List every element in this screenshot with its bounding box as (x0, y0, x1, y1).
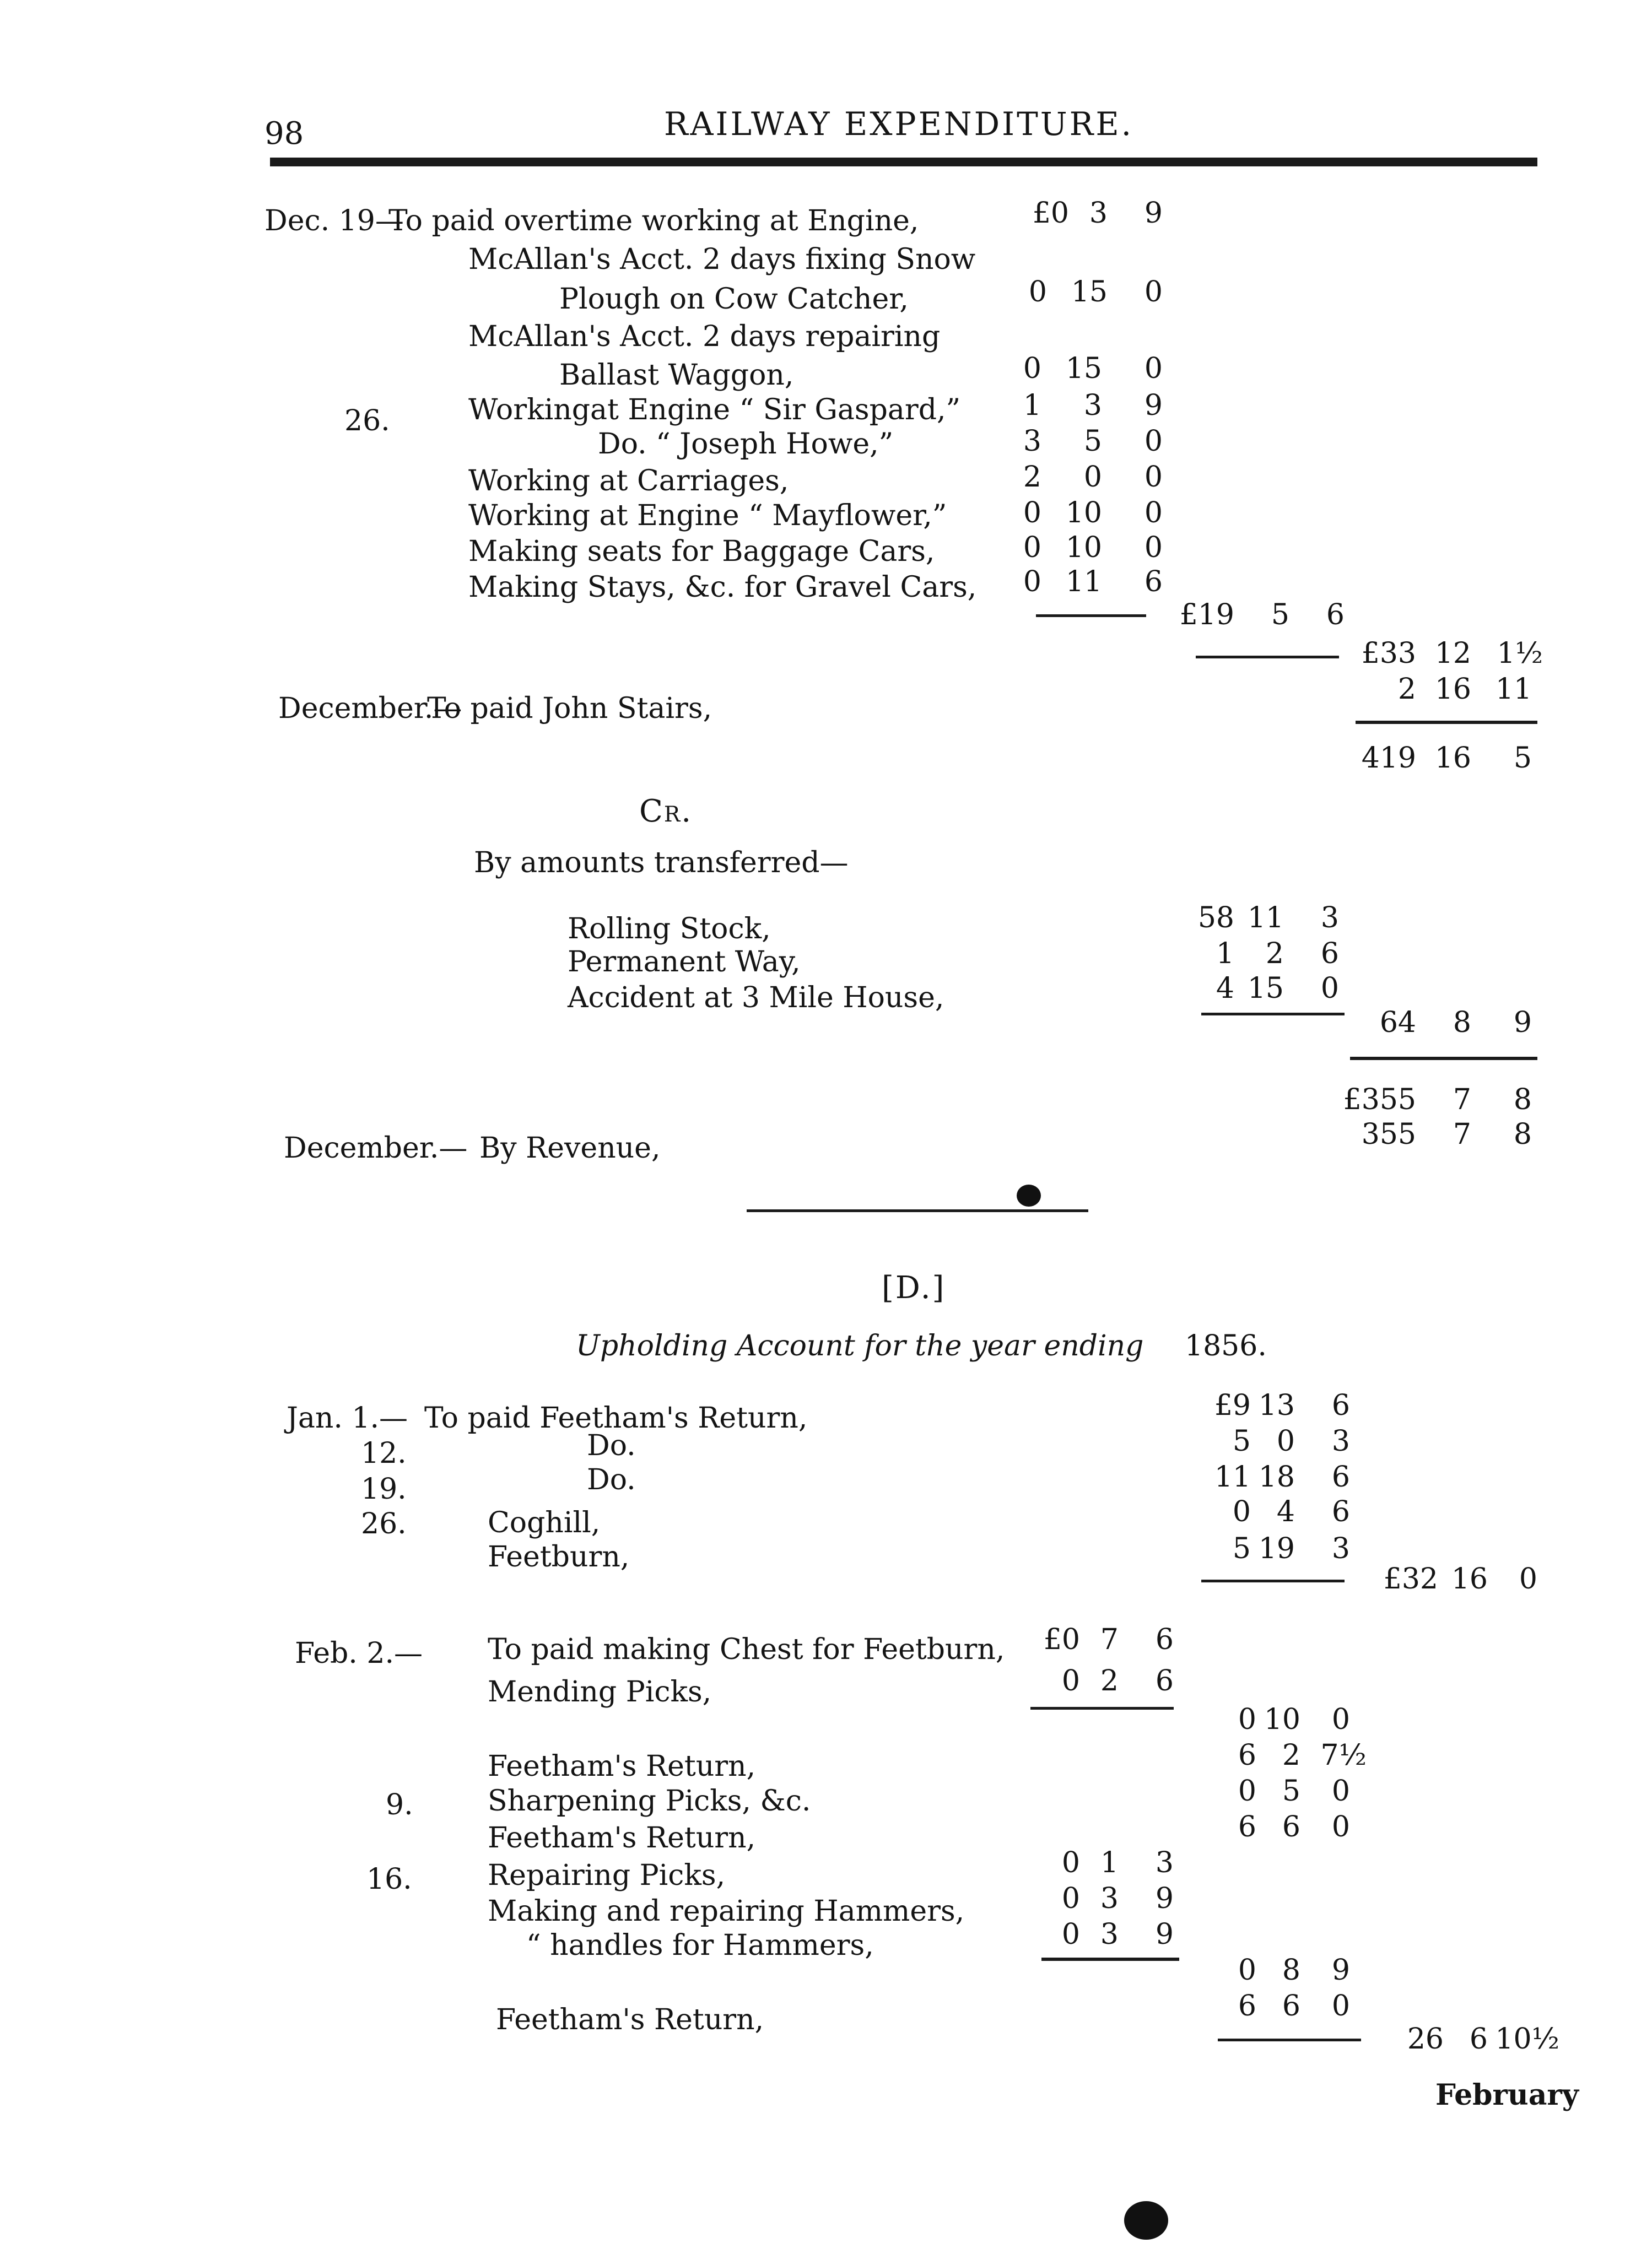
amount-shillings: 13 (1258, 1389, 1295, 1422)
entry-text: Making and repairing Hammers, (488, 1895, 965, 1928)
feb-total-pounds: 26 (1407, 2023, 1444, 2056)
entry-text: To paid making Chest for Feetburn, (488, 1633, 1005, 1666)
amount-shillings: 6 (1282, 1810, 1300, 1844)
amount-pence: 9 (1331, 1954, 1350, 1987)
sum-rule (1201, 1580, 1345, 1582)
entry-text: Working at Carriages, (468, 464, 789, 498)
amount-pence: 8 (1513, 1118, 1532, 1151)
amount-pounds: 11 (1214, 1461, 1251, 1494)
total-pence: 5 (1513, 742, 1532, 775)
amount-shillings: 6 (1282, 1990, 1300, 2023)
feb-total-shillings: 6 (1469, 2023, 1488, 2056)
amount-shillings: 19 (1258, 1532, 1295, 1565)
amount-shillings: 4 (1276, 1495, 1295, 1528)
amount-shillings: 16 (1434, 673, 1471, 706)
entry-text: Repairing Picks, (488, 1859, 726, 1892)
amount-pence: 9 (1155, 1918, 1174, 1951)
entry-text: Coghill, (488, 1506, 601, 1539)
amount-shillings: 2 (1282, 1739, 1300, 1772)
sum-rule (1036, 614, 1146, 617)
cr-heading: Cr. (639, 793, 693, 829)
amount-pence: 3 (1155, 1846, 1174, 1879)
entry-date: 26. (344, 404, 390, 437)
cr-item-text: Rolling Stock, (568, 912, 771, 945)
amount-shillings: 0 (1083, 461, 1102, 494)
amount-pounds: 0 (1023, 496, 1041, 529)
amount-pence: 0 (1331, 1990, 1350, 2023)
entry-text: Do. “ Joseph Howe,” (598, 428, 894, 461)
ink-blot (1124, 2201, 1168, 2240)
sum-rule (1030, 1707, 1174, 1710)
amount-pence: 9 (1144, 389, 1163, 422)
amount-shillings: 18 (1258, 1461, 1295, 1494)
entry-text: By Revenue, (479, 1132, 661, 1165)
amount-pounds: 0 (1238, 1775, 1256, 1808)
amount-pounds: 58 (1197, 901, 1234, 934)
amount-shillings: 10 (1065, 496, 1102, 529)
amount-pence: 9 (1155, 1882, 1174, 1915)
amount-pence: 0 (1144, 461, 1163, 494)
account-title: Upholding Account for the year ending (576, 1329, 1144, 1363)
amount-shillings: 1 (1100, 1846, 1119, 1879)
entry-date: 26. (361, 1507, 407, 1541)
sum-rule (1356, 721, 1537, 724)
entry-text: Making seats for Baggage Cars, (468, 535, 935, 568)
entry-date: 19. (361, 1473, 407, 1506)
amount-pounds: 0 (1023, 565, 1041, 598)
entry-date: 16. (366, 1863, 412, 1896)
sum-rule (1218, 2039, 1361, 2041)
entry-text: “ handles for Hammers, (526, 1929, 874, 1962)
entry-text: Feetham's Return, (488, 1750, 756, 1783)
amount-shillings: 8 (1282, 1954, 1300, 1987)
entry-text: Making Stays, &c. for Gravel Cars, (468, 571, 977, 604)
amount-pence: 0 (1331, 1703, 1350, 1736)
amount-pounds: 355 (1361, 1118, 1416, 1151)
amount-pounds: £9 (1214, 1389, 1251, 1422)
entry-text: McAllan's Acct. 2 days fixing Snow (468, 243, 976, 276)
entry-date: Feb. 2.— (295, 1637, 423, 1670)
amount-shillings: 15 (1065, 352, 1102, 385)
amount-pence: 0 (1144, 352, 1163, 385)
transferred-pounds: 64 (1379, 1006, 1416, 1039)
amount-pence: 3 (1320, 901, 1339, 934)
transferred-shillings: 8 (1453, 1006, 1471, 1039)
carried-pounds: £33 (1361, 637, 1416, 670)
transferred-pence: 9 (1513, 1006, 1532, 1039)
entry-text: To paid overtime working at Engine, (388, 204, 919, 237)
amount-pounds: 6 (1238, 1990, 1256, 2023)
amount-pence: 3 (1331, 1532, 1350, 1565)
section-divider (747, 1209, 1088, 1212)
amount-pence: 0 (1144, 275, 1163, 309)
amount-shillings: 11 (1065, 565, 1102, 598)
entry-text: Mending Picks, (488, 1676, 712, 1709)
entry-text: Do. (587, 1429, 636, 1462)
amount-pounds: 0 (1023, 352, 1041, 385)
entry-text: Plough on Cow Catcher, (559, 283, 909, 316)
amount-shillings: 7 (1100, 1623, 1119, 1656)
catchword: February (1435, 2078, 1579, 2112)
entry-text: To paid John Stairs, (427, 692, 712, 725)
amount-shillings: 7 (1453, 1118, 1471, 1151)
amount-pounds: 0 (1238, 1703, 1256, 1736)
entry-text: Feetham's Return, (496, 2003, 764, 2036)
net-shillings: 7 (1453, 1083, 1471, 1116)
running-title: RAILWAY EXPENDITURE. (664, 105, 1134, 143)
amount-pence: 7½ (1320, 1739, 1367, 1772)
amount-pounds: 0 (1061, 1664, 1080, 1698)
entry-text: Sharpening Picks, &c. (488, 1785, 811, 1818)
amount-pounds: 4 (1216, 972, 1234, 1005)
amount-pence: 6 (1331, 1389, 1350, 1422)
entry-text: To paid Feetham's Return, (424, 1402, 808, 1435)
amount-pounds: 3 (1023, 425, 1041, 458)
subtotal-pounds: £19 (1179, 598, 1234, 631)
amount-pence: 6 (1155, 1664, 1174, 1698)
amount-pence: 6 (1144, 565, 1163, 598)
amount-pence: 0 (1144, 496, 1163, 529)
amount-pounds: 0 (1061, 1846, 1080, 1879)
amount-pence: 6 (1155, 1623, 1174, 1656)
entry-text: Feetburn, (488, 1541, 630, 1574)
section-label: [D.] (882, 1270, 946, 1306)
amount-pounds: 6 (1238, 1810, 1256, 1844)
amount-pence: 6 (1331, 1495, 1350, 1528)
page-number: 98 (264, 116, 304, 152)
subtotal-shillings: 5 (1271, 598, 1289, 631)
sum-rule (1350, 1057, 1537, 1060)
ink-blot (1017, 1185, 1041, 1207)
entry-text: Do. (587, 1463, 636, 1496)
entry-text: McAllan's Acct. 2 days repairing (468, 320, 941, 353)
amount-pence: 9 (1144, 197, 1163, 230)
jan-total-shillings: 16 (1451, 1563, 1488, 1596)
amount-shillings: 5 (1083, 425, 1102, 458)
total-pounds: 419 (1361, 742, 1416, 775)
entry-text: Feetham's Return, (488, 1822, 756, 1855)
subtotal-pence: 6 (1326, 598, 1345, 631)
amount-pounds: 5 (1232, 1425, 1251, 1458)
amount-shillings: 3 (1100, 1882, 1119, 1915)
amount-shillings: 10 (1065, 531, 1102, 564)
amount-pence: 6 (1320, 937, 1339, 970)
entry-text: Working at Engine “ Mayflower,” (468, 499, 947, 532)
amount-pence: 0 (1331, 1810, 1350, 1844)
cr-item-text: Accident at 3 Mile House, (568, 981, 944, 1014)
cr-item-text: Permanent Way, (568, 945, 801, 979)
entry-date: 12. (361, 1437, 407, 1470)
entry-date: Jan. 1.— (287, 1402, 408, 1435)
amount-shillings: 10 (1264, 1703, 1300, 1736)
amount-pence: 0 (1331, 1775, 1350, 1808)
carried-shillings: 12 (1434, 637, 1471, 670)
amount-shillings: 15 (1247, 972, 1284, 1005)
amount-shillings: 3 (1089, 197, 1108, 230)
entry-date: December.— (278, 692, 462, 725)
amount-pence: 0 (1144, 425, 1163, 458)
carried-pence: 1½ (1497, 637, 1543, 670)
amount-pounds: £0 (1043, 1623, 1080, 1656)
amount-pounds: 2 (1023, 461, 1041, 494)
amount-shillings: 15 (1071, 275, 1108, 309)
total-shillings: 16 (1434, 742, 1471, 775)
cr-intro: By amounts transferred— (474, 846, 849, 879)
amount-pounds: 0 (1232, 1495, 1251, 1528)
amount-pounds: 1 (1216, 937, 1234, 970)
amount-pounds: 5 (1232, 1532, 1251, 1565)
feb-total-pence: 10½ (1495, 2023, 1559, 2056)
sum-rule (1196, 656, 1339, 658)
amount-shillings: 3 (1100, 1918, 1119, 1951)
amount-shillings: 2 (1265, 937, 1284, 970)
amount-pence: 3 (1331, 1425, 1350, 1458)
amount-pounds: 0 (1238, 1954, 1256, 1987)
sum-rule (1041, 1958, 1179, 1961)
entry-text: Workingat Engine “ Sir Gaspard,” (468, 393, 961, 426)
sum-rule (1201, 1013, 1345, 1015)
amount-shillings: 3 (1083, 389, 1102, 422)
amount-shillings: 5 (1282, 1775, 1300, 1808)
amount-pounds: 1 (1023, 389, 1041, 422)
amount-shillings: 11 (1247, 901, 1284, 934)
amount-pounds: 0 (1061, 1918, 1080, 1951)
account-year: 1856. (1185, 1329, 1267, 1363)
net-pounds: £355 (1343, 1083, 1416, 1116)
amount-pounds: £0 (1032, 197, 1069, 230)
amount-pence: 0 (1144, 531, 1163, 564)
amount-shillings: 2 (1100, 1664, 1119, 1698)
entry-text: Ballast Waggon, (559, 359, 794, 392)
entry-date: 9. (386, 1788, 413, 1822)
amount-pence: 6 (1331, 1461, 1350, 1494)
jan-total-pence: 0 (1519, 1563, 1537, 1596)
header-rule (270, 158, 1537, 166)
entry-date: December.— (284, 1132, 468, 1165)
amount-pounds: 0 (1061, 1882, 1080, 1915)
amount-pence: 0 (1320, 972, 1339, 1005)
jan-total-pounds: £32 (1383, 1563, 1438, 1596)
amount-pounds: 2 (1397, 673, 1416, 706)
amount-pence: 11 (1495, 673, 1532, 706)
amount-pounds: 0 (1023, 531, 1041, 564)
net-pence: 8 (1513, 1083, 1532, 1116)
amount-shillings: 0 (1276, 1425, 1295, 1458)
amount-pounds: 0 (1028, 275, 1047, 309)
amount-pounds: 6 (1238, 1739, 1256, 1772)
entry-date: Dec. 19— (264, 204, 404, 237)
